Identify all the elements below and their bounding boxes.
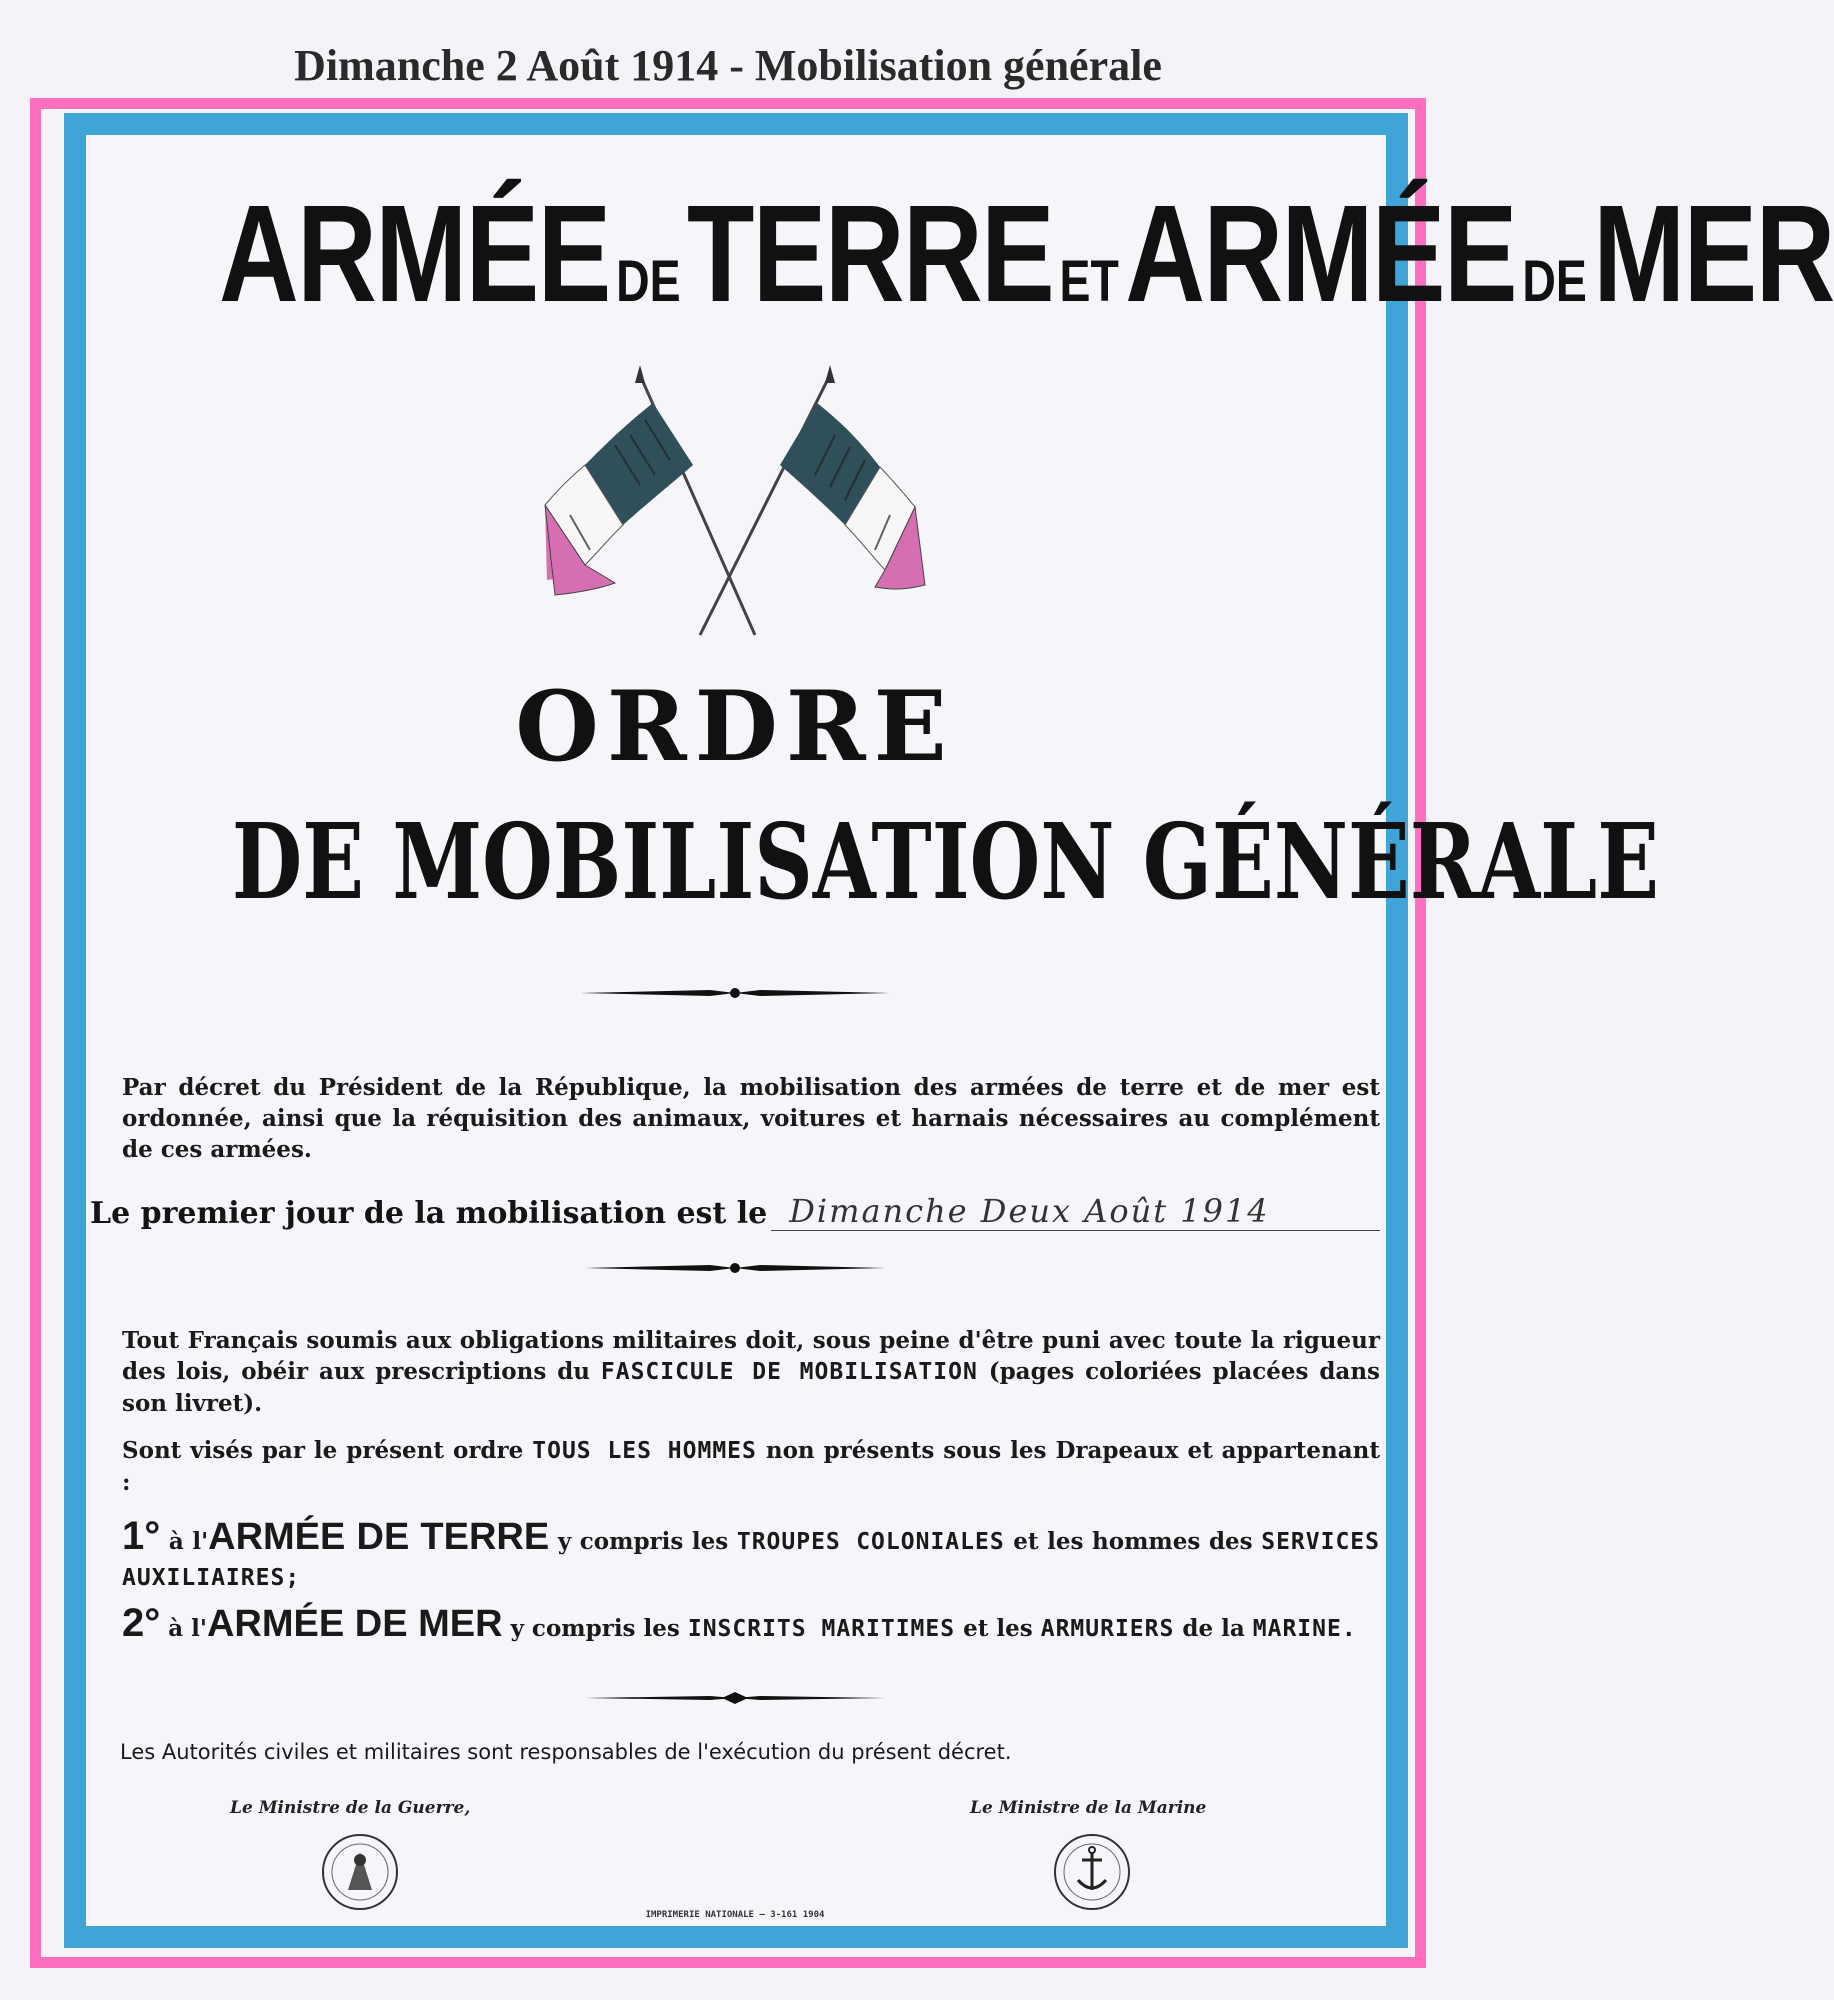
vises-paragraph [90,1435,1380,1498]
imprimerie-line: IMPRIMERIE NATIONALE — 3-161 1904 [645,1910,825,1920]
poster [90,140,1834,1928]
ornament-divider [90,1688,1380,1708]
fascicule-caps: FASCICULE DE MOBILISATION [600,1359,978,1385]
handwritten-date: Dimanche Deux Août 1914 [771,1192,1380,1231]
headline-word: MER [1593,177,1834,331]
minister-marine: Le Ministre de la Marine [970,1798,1207,1818]
item-caps: MARINE. [1252,1616,1357,1642]
vises-text-end: non présents sous les Drapeaux et appartenant : [122,1437,1380,1496]
item-text: y compris les [557,1528,729,1555]
headline-word: DE [1522,249,1587,314]
decree-paragraph [90,1072,1380,1165]
item-prefix: à l' [168,1615,207,1642]
seal-marine-icon [1052,1832,1132,1912]
item-text: y compris les [510,1615,680,1642]
premier-jour-line [90,1192,1380,1231]
headline [219,175,1834,334]
item-caps: TROUPES COLONIALES [736,1529,1005,1555]
item-number: 2° [122,1601,161,1645]
item-caps: SERVICES AUXILIAIRES; [122,1529,1380,1591]
page-caption: Dimanche 2 Août 1914 - Mobilisation générale [294,41,1162,90]
item-army-name: ARMÉE DE MER [206,1603,503,1645]
item-text: de la [1182,1615,1245,1642]
headline-word: ARMÉE [219,177,610,331]
minister-guerre: Le Ministre de la Guerre, [230,1798,471,1818]
obligations-text: Tout Français soumis aux obligations militaires doit, sous peine d'être puni avec toute la rigueur des lois, obéir aux prescriptions du [122,1327,1380,1385]
item-prefix: à l' [168,1528,209,1555]
item-army-name: ARMÉE DE TERRE [208,1516,550,1558]
decree-text: Par décret du Président de la République, la mobilisation des armées de terre et de mer est ordonnée, ainsi que la réquisition des animaux, voitures et harnais nécessaires au complément de ces armées. [122,1074,1380,1163]
item-text: et les hommes des [1013,1528,1253,1555]
vises-text: Sont visés par le présent ordre [122,1437,524,1464]
tous-les-hommes-caps: TOUS LES HOMMES [532,1438,757,1464]
title-ordre: ORDRE [515,670,955,783]
premier-label: Le premier jour de la mobilisation est le [90,1196,768,1231]
title-mobilisation: DE MOBILISATION GÉNÉRALE [231,800,1660,923]
seal-guerre-icon [320,1832,400,1912]
obligations-paragraph [90,1325,1380,1419]
obligations-text-end: (pages coloriées placées dans son livret). [122,1358,1380,1417]
item-caps: INSCRITS MARITIMES [687,1616,956,1642]
headline-word: ARMÉE [1125,177,1516,331]
item-armee-de-terre [90,1514,1380,1596]
autorites-text: Les Autorités civiles et militaires sont responsables de l'exécution du présent décret. [120,1740,1012,1764]
headline-word: DE [616,249,681,314]
crossed-flags-icon [545,365,925,695]
item-caps: ARMURIERS [1040,1616,1175,1642]
item-armee-de-mer [90,1601,1380,1647]
ornament-divider [90,983,1380,1003]
headline-word: TERRE [686,177,1054,331]
ornament-divider [90,1258,1380,1278]
item-text: et les [963,1615,1033,1642]
item-number: 1° [122,1514,161,1558]
headline-word: ET [1059,249,1119,314]
